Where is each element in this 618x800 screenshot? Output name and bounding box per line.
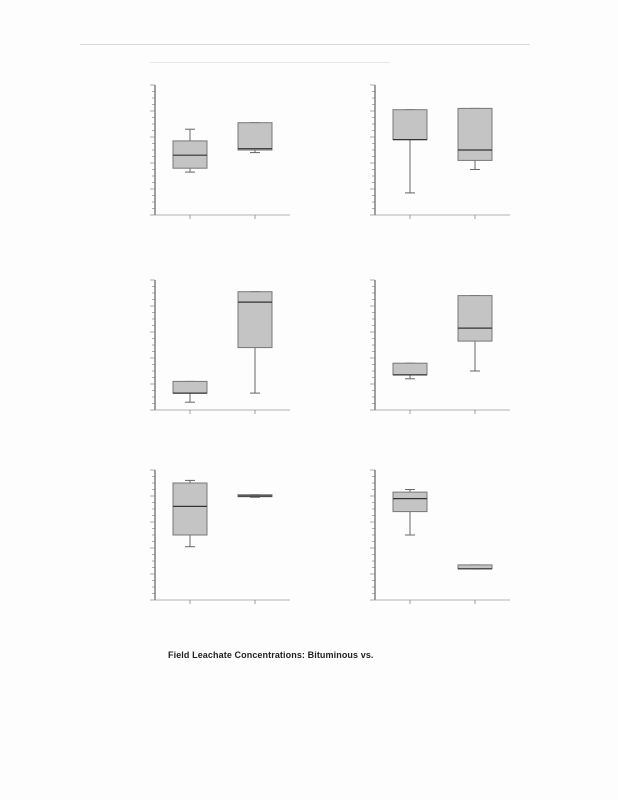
box-plot-1 [110,75,300,235]
box-plot-5-svg [110,460,300,620]
page-rule [80,44,530,45]
box-plot-3-svg [110,270,300,430]
box-plot-4 [330,270,520,430]
box [458,296,492,342]
box [393,492,427,512]
box [173,381,207,393]
box-plot-2 [330,75,520,235]
box-plot-6 [330,460,520,620]
box [173,483,207,535]
box [393,363,427,375]
page-rule-faint [150,62,390,63]
box-plot-3 [110,270,300,430]
box [238,292,272,348]
box-plot-4-svg [330,270,520,430]
box [393,110,427,140]
box-plot-1-svg [110,75,300,235]
box-plot-2-svg [330,75,520,235]
box [458,108,492,160]
box-plot-6-svg [330,460,520,620]
figure-caption: Field Leachate Concentrations: Bituminous vs. [168,650,374,660]
box [238,123,272,150]
box-plot-5 [110,460,300,620]
box [173,141,207,168]
